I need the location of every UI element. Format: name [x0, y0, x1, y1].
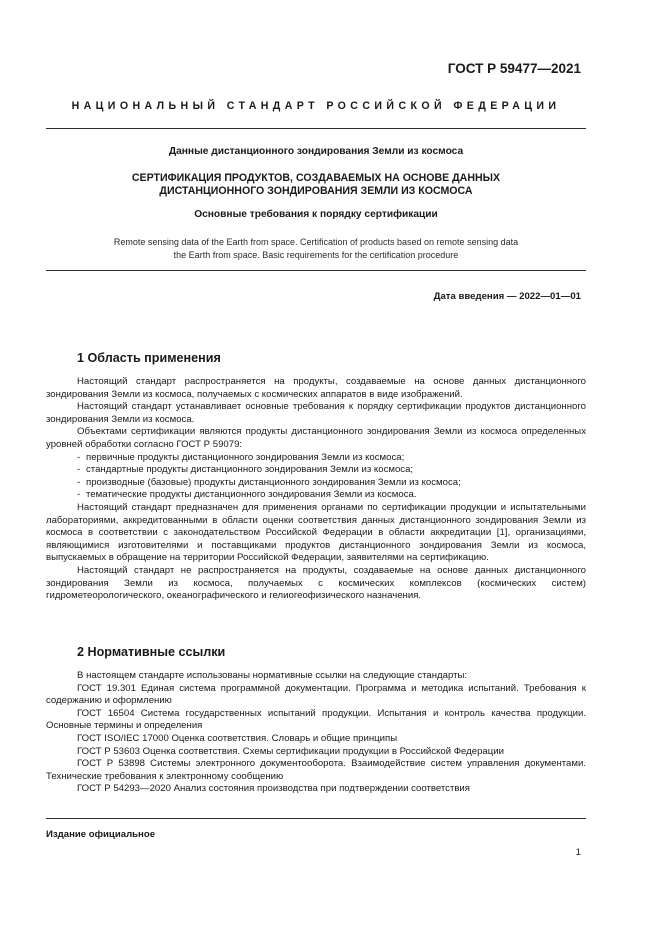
normative-reference: ГОСТ Р 53603 Оценка соответствия. Схемы сертификации продукции в Российской Федерации — [77, 745, 504, 757]
paragraph: Настоящий стандарт не распространяется на продукты, создаваемые на основе данных дистанционного зондирования Земли из космоса, получаемых с космических комплексов (космических систем) гидрометеорологического, океанографического и гелиогеофизического назначения. — [46, 564, 586, 602]
normative-reference: ГОСТ 16504 Система государственных испытаний продукции. Испытания и контроль качества продукции. Основные термины и определения — [46, 707, 586, 732]
paragraph: Настоящий стандарт устанавливает основные требования к порядку сертификации продуктов дистанционного зондирования Земли из космоса. — [46, 401, 586, 425]
list-item: - производные (базовые) продукты дистанционного зондирования Земли из космоса; — [77, 476, 461, 488]
normative-reference: ГОСТ Р 54293—2020 Анализ состояния производства при подтверждении соответствия — [77, 783, 470, 795]
paragraph: Настоящий стандарт распространяется на продукты, создаваемые на основе данных дистанционного зондирования Земли из космоса, получаемых с космических аппаратов в виде изображений. — [46, 376, 586, 400]
page-number: 1 — [575, 847, 581, 858]
national-standard-banner: НАЦИОНАЛЬНЫЙ СТАНДАРТ РОССИЙСКОЙ ФЕДЕРАЦИИ — [71, 100, 561, 112]
section-2-heading: 2 Нормативные ссылки — [77, 645, 226, 659]
list-item-text: стандартные продукты дистанционного зондирования Земли из космоса; — [86, 464, 414, 476]
paragraph: В настоящем стандарте использованы нормативные ссылки на следующие стандарты: — [77, 670, 468, 681]
title-divider — [46, 270, 586, 271]
normative-reference: ГОСТ Р 53898 Системы электронного документооборота. Взаимодействие систем управления документами. Технические требования к электронному сообщению — [46, 758, 586, 782]
document-subject: Данные дистанционного зондирования Земли из космоса — [168, 146, 464, 157]
english-title — [46, 236, 586, 261]
standard-number: ГОСТ Р 59477—2021 — [447, 61, 581, 76]
section-2-body — [46, 670, 586, 796]
paragraph: Объектами сертификации являются продукты дистанционного зондирования Земли из космоса определенных уровней обработки согласно ГОСТ Р 59079: — [46, 426, 586, 450]
list-item: - стандартные продукты дистанционного зондирования Земли из космоса; — [77, 464, 414, 476]
english-title-line-2: the Earth from space. Basic requirements for the certification procedure — [173, 249, 459, 260]
list-item-text: первичные продукты дистанционного зондирования Земли из космоса; — [86, 451, 405, 463]
english-title-line-1: Remote sensing data of the Earth from space. Certification of products based on remote sensing data — [113, 237, 519, 247]
list-item-text: тематические продукты дистанционного зондирования Земли из космоса. — [86, 489, 417, 501]
normative-reference: ГОСТ ISO/IEC 17000 Оценка соответствия. Словарь и общие принципы — [77, 732, 398, 744]
list-item: - тематические продукты дистанционного зондирования Земли из космоса. — [77, 489, 417, 501]
document-subtitle: Основные требования к порядку сертификации — [194, 209, 438, 220]
introduction-date: Дата введения — 2022—01—01 — [433, 291, 581, 302]
list-item-text: производные (базовые) продукты дистанционного зондирования Земли из космоса; — [86, 476, 461, 488]
footer-divider — [46, 818, 586, 819]
list-item: - первичные продукты дистанционного зондирования Земли из космоса; — [77, 451, 405, 463]
document-title-line-2: ДИСТАНЦИОННОГО ЗОНДИРОВАНИЯ ЗЕМЛИ ИЗ КОСМОСА — [159, 184, 473, 197]
official-edition-label: Издание официальное — [46, 829, 156, 840]
section-1-body — [46, 376, 586, 603]
normative-reference: ГОСТ 19.301 Единая система программной документации. Программа и методика испытаний. Требования к содержанию и оформлению — [46, 682, 586, 707]
header-divider — [46, 128, 586, 129]
paragraph: Настоящий стандарт предназначен для применения органами по сертификации продукции и испытательными лабораториями, аккредитованными в области оценки соответствия данных дистанционного зондирования Земли из космоса в соответствии с законодательством Российской Федерации в области аккредитации [1], организациями, являющимися изготовителями и поставщиками продуктов дистанционного зондирования Земли из космоса, выпускаемых в обращение на территории Российской Федерации, заявителями на сертификацию. — [46, 501, 586, 564]
document-title — [46, 172, 586, 197]
document-title-line-1: СЕРТИФИКАЦИЯ ПРОДУКТОВ, СОЗДАВАЕМЫХ НА ОСНОВЕ ДАННЫХ — [131, 172, 501, 184]
certification-objects-list — [46, 452, 586, 502]
section-1-heading: 1 Область применения — [77, 351, 221, 365]
